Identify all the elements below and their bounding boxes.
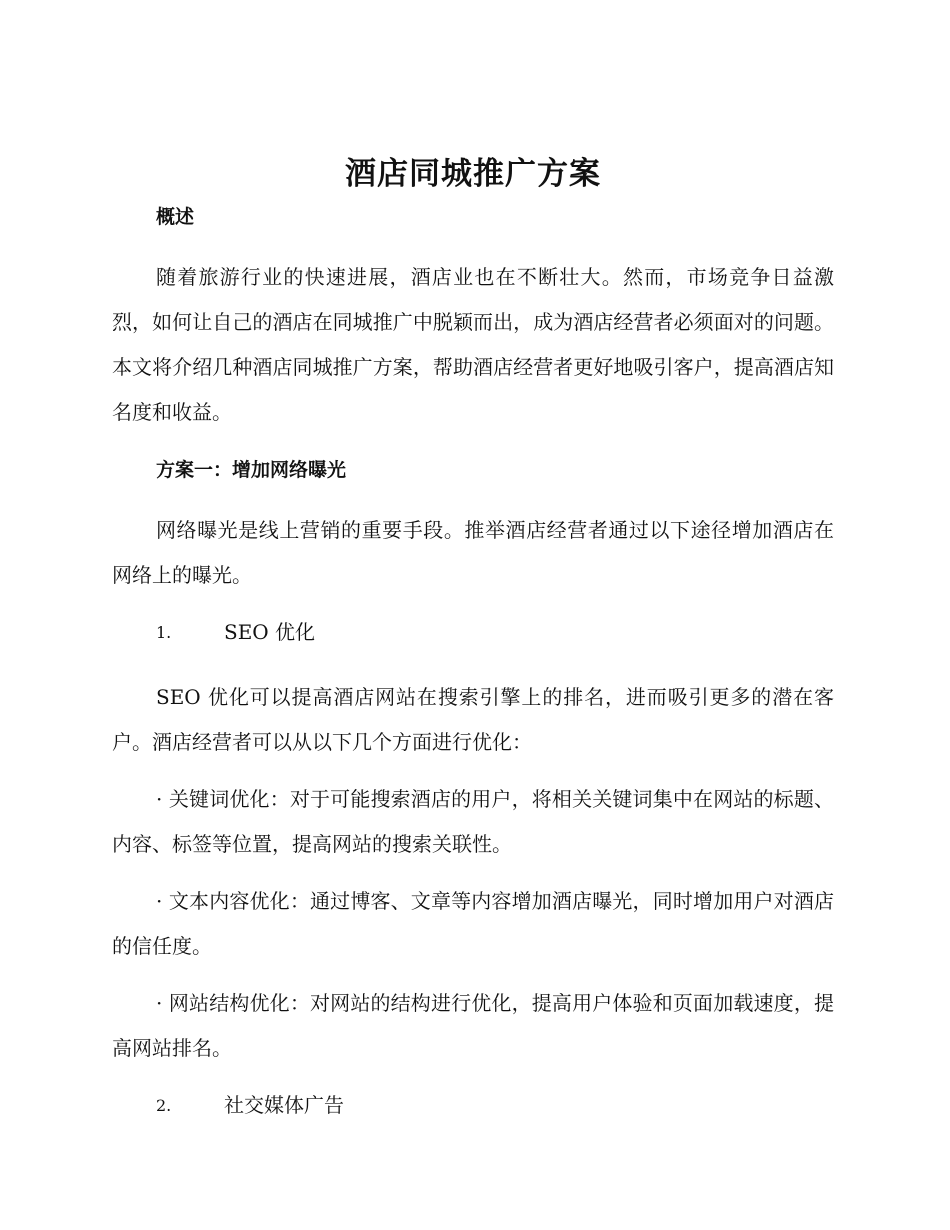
- item-number: 1.: [156, 623, 172, 642]
- document-title: 酒店同城推广方案: [345, 156, 601, 192]
- bullet-content-optimization: · 文本内容优化：通过博客、文章等内容增加酒店曝光，同时增加用户对酒店的信任度。: [112, 889, 834, 958]
- plan1-intro-paragraph: 网络曝光是线上营销的重要手段。推举酒店经营者通过以下途径增加酒店在网络上的曝光。: [112, 518, 834, 587]
- numbered-item-seo: [112, 610, 834, 655]
- numbered-item-social: [112, 1083, 834, 1128]
- seo-paragraph: SEO 优化可以提高酒店网站在搜索引擎上的排名，进而吸引更多的潜在客户。酒店经营者可以从以下几个方面进行优化：: [112, 685, 834, 754]
- overview-paragraph: 随着旅游行业的快速进展，酒店业也在不断壮大。然而，市场竞争日益激烈，如何让自己的酒店在同城推广中脱颖而出，成为酒店经营者必须面对的问题。本文将介绍几种酒店同城推广方案，帮助酒店经营者更好地吸引客户，提高酒店知名度和收益。: [112, 265, 834, 424]
- bullet-structure-optimization: · 网站结构优化：对网站的结构进行优化，提高用户体验和页面加载速度，提高网站排名。: [112, 991, 834, 1060]
- overview-heading: 概述: [156, 206, 195, 228]
- item-number: 2.: [156, 1096, 172, 1115]
- bullet-keyword-optimization: · 关键词优化：对于可能搜索酒店的用户，将相关关键词集中在网站的标题、内容、标签等位置，提高网站的搜索关联性。: [112, 787, 834, 856]
- item-label: 社交媒体广告: [224, 1093, 344, 1117]
- document-body: [112, 150, 834, 1128]
- item-label: SEO 优化: [224, 620, 316, 644]
- plan1-heading: 方案一：增加网络曝光: [156, 459, 347, 481]
